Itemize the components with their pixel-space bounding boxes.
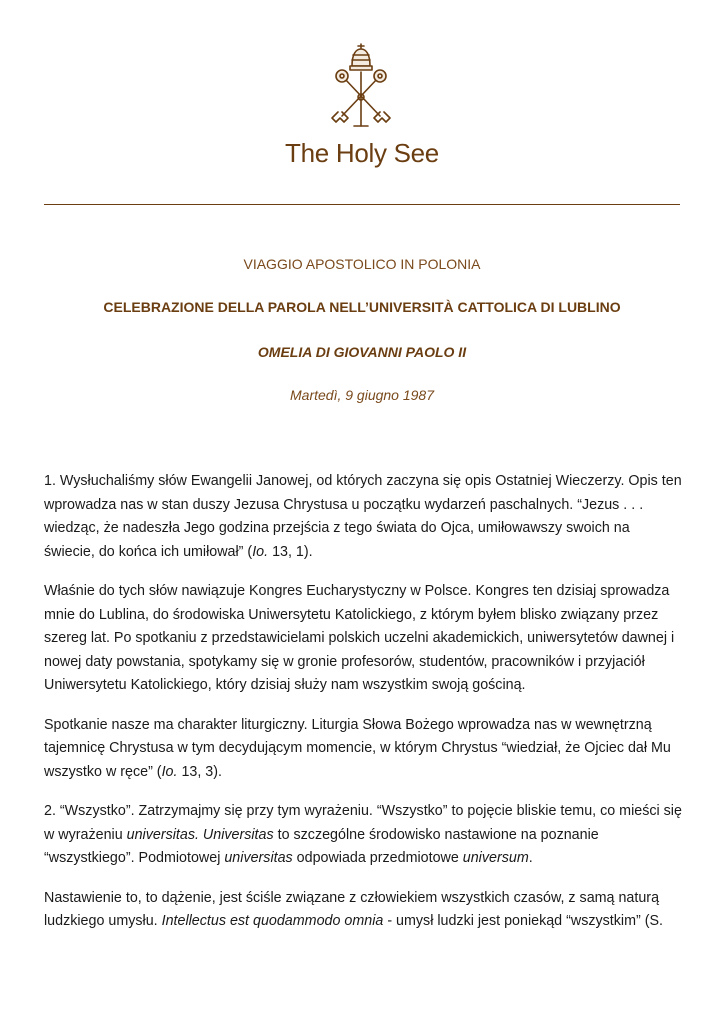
paragraph xyxy=(44,714,684,785)
paragraph xyxy=(44,887,684,934)
italic-text: universum xyxy=(462,850,529,866)
paragraph xyxy=(44,800,684,871)
text-run: Nastawienie to, to dążenie, jest ściśle związane z człowiekiem wszystkich czasów, z samą naturą ludzkiego umysłu. xyxy=(44,889,660,929)
site-title[interactable]: The Holy See xyxy=(285,138,439,168)
italic-text: universitas. Universitas xyxy=(126,826,274,843)
text-run: to szczególne środowisko nastawione na poznanie “wszystkiego”. Podmiotowej xyxy=(44,826,599,866)
event-heading: CELEBRAZIONE DELLA PAROLA NELL’UNIVERSITÀ CATTOLICA DI LUBLINO xyxy=(103,299,621,315)
holy-see-emblem-icon xyxy=(322,42,400,132)
italic-text: universitas xyxy=(224,850,293,866)
italic-text: Io. xyxy=(252,543,269,560)
header-divider xyxy=(44,204,680,205)
paragraph xyxy=(44,580,684,698)
trip-heading: VIAGGIO APOSTOLICO IN POLONIA xyxy=(243,256,481,272)
homily-text xyxy=(44,470,684,950)
text-run: odpowiada przedmiotowe xyxy=(292,850,463,866)
paragraph xyxy=(44,470,684,564)
italic-text: Intellectus est quodammodo omnia xyxy=(161,913,384,929)
text-run: 13, 1). xyxy=(268,543,313,560)
text-run: 1. Wysłuchaliśmy słów Ewangelii Janowej, od których zaczyna się opis Ostatniej Wieczerzy. Opis ten wprowadza nas w stan duszy Jezusa Chrystusa u początku wydarzeń paschalnych. “Jezus . . . wiedząc, że nadeszła Jego godzina przejścia z tego świata do Ojca, umiłowawszy swoich na świecie, do końca ich umiłował” ( xyxy=(44,473,682,560)
homily-heading: OMELIA DI GIOVANNI PAOLO II xyxy=(257,344,467,360)
italic-text: Io. xyxy=(161,763,178,780)
date-heading: Martedì, 9 giugno 1987 xyxy=(290,387,434,403)
text-run: Właśnie do tych słów nawiązuje Kongres Eucharystyczny w Polsce. Kongres ten dzisiaj sprowadza mnie do Lublina, do środowiska Uniwersytetu Katolickiego, z którym byłem blisko związany przez szereg lat. Po spotkaniu z przedstawicielami polskich uczelni akademickich, uniwersytetów dawnej i nowej daty powstania, spotykamy się w gronie profesorów, studentów, pracowników i przyjaciół Uniwersytetu Katolickiego, który dzisiaj służy nam wszystkim swoją gościną. xyxy=(44,583,675,693)
text-run: - umysł ludzki jest poniekąd “wszystkim” (S. xyxy=(383,913,663,929)
text-run: . xyxy=(528,850,533,866)
text-run: 2. “Wszystko”. Zatrzymajmy się przy tym wyrażeniu. “Wszystko” to pojęcie bliskie temu, co mieści się w wyrażeniu xyxy=(44,803,682,843)
text-run: Spotkanie nasze ma charakter liturgiczny. Liturgia Słowa Bożego wprowadza nas w wewnętrzną tajemnicę Chrystusa w tym decydującym momencie, w którym Chrystus “wiedział, że Ojciec dał Mu wszystko w ręce” ( xyxy=(44,716,671,780)
text-run: 13, 3). xyxy=(177,763,222,780)
